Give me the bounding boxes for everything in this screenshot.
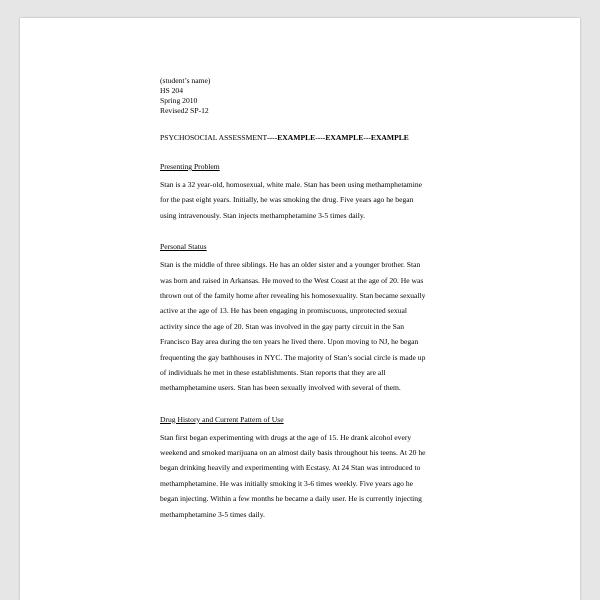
- section-personal-status: [160, 242, 460, 396]
- paragraph-line: methamphetamine users. Stan has been sexually involved with several of them.: [160, 383, 401, 393]
- paragraph-line: began injecting. Within a few months he became a daily user. He is currently injecting: [160, 494, 422, 504]
- student-header: [160, 76, 460, 116]
- section-heading: Presenting Problem: [160, 162, 220, 171]
- paragraph-line: Stan first began experimenting with drugs at the age of 15. He drank alcohol every: [160, 432, 412, 442]
- revision: Revised2 SP-12: [160, 106, 209, 115]
- title-prefix: PSYCHOSOCIAL ASSESSMENT: [160, 133, 268, 142]
- document-title: [160, 133, 460, 143]
- course-code: HS 204: [160, 86, 183, 95]
- paragraph-line: began drinking heavily and experimenting with Ecstasy. At 24 Stan was introduced to: [160, 463, 421, 473]
- paragraph-line: was born and raised in Arkansas. He moved to the West Coast at the age of 20. He was: [160, 275, 424, 285]
- section-paragraph: [160, 177, 460, 223]
- paragraph-line: methamphetamine 3-5 times daily.: [160, 509, 265, 519]
- paragraph-line: activity since the age of 20. Stan was involved in the gay party circuit in the San: [160, 321, 404, 331]
- page-content: [160, 76, 460, 522]
- paragraph-line: of individuals he met in these establishments. Stan reports that they are all: [160, 367, 386, 377]
- section-paragraph: [160, 257, 460, 396]
- section-paragraph: [160, 430, 460, 522]
- term: Spring 2010: [160, 96, 198, 105]
- section-presenting-problem: [160, 162, 460, 223]
- paragraph-line: Stan is the middle of three siblings. He has an older sister and a younger brother. Stan: [160, 260, 421, 270]
- paragraph-line: for the past eight years. Initially, he was smoking the drug. Five years ago he began: [160, 195, 414, 205]
- paragraph-line: Francisco Bay area during the ten years he lived there. Upon moving to NJ, he began: [160, 337, 419, 347]
- paragraph-line: Stan is a 32 year-old, homosexual, white male. Stan has been using methamphetamine: [160, 180, 422, 189]
- section-drug-history: [160, 415, 460, 522]
- paragraph-line: thrown out of the family home after revealing his homosexuality. Stan became sexually: [160, 290, 426, 300]
- paragraph-line: frequenting the gay bathhouses in NYC. The majority of Stan’s social circle is made up: [160, 352, 426, 362]
- paragraph-line: methamphetamine. He was initially smoking it 3-6 times weekly. Five years ago he: [160, 478, 413, 488]
- student-name: (student’s name): [160, 76, 211, 85]
- document-page: [20, 18, 580, 600]
- title-suffix: ----EXAMPLE----EXAMPLE---EXAMPLE: [267, 133, 409, 142]
- paragraph-line: weekend and smoked marijuana on an almost daily basis throughout his teens. At 20 he: [160, 448, 426, 458]
- section-heading: Personal Status: [160, 242, 207, 252]
- paragraph-line: active at the age of 13. He has been engaging in promiscuous, unprotected sexual: [160, 306, 407, 316]
- section-heading: Drug History and Current Pattern of Use: [160, 414, 284, 424]
- paragraph-line: using intravenously. Stan injects methamphetamine 3-5 times daily.: [160, 210, 366, 220]
